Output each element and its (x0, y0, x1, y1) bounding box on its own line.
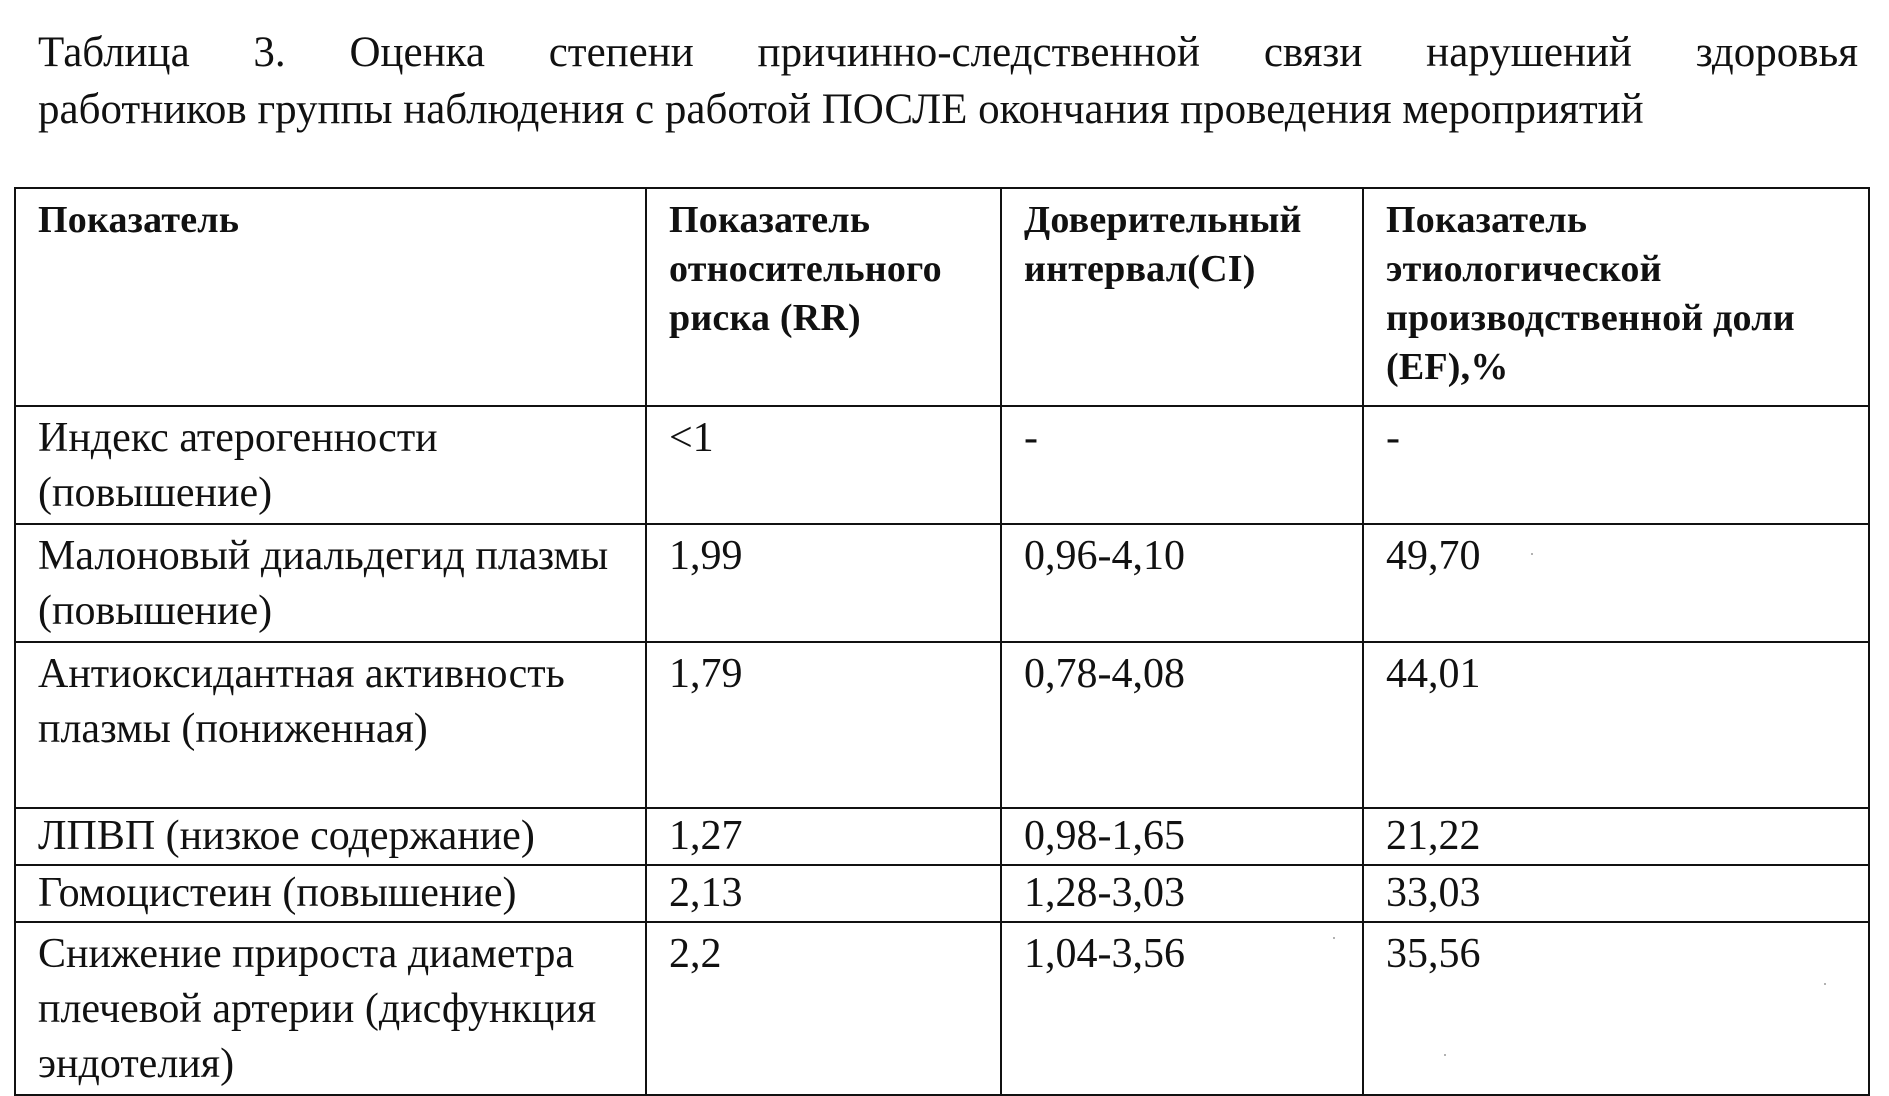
cell-ef: 35,56 (1363, 922, 1869, 1095)
cell-rr: <1 (646, 406, 1001, 524)
cell-ef: 44,01 (1363, 642, 1869, 808)
scan-speck (1444, 1054, 1446, 1056)
cell-ef: 33,03 (1363, 865, 1869, 922)
table-caption (38, 24, 1858, 138)
cell-rr: 2,2 (646, 922, 1001, 1095)
cell-rr: 1,99 (646, 524, 1001, 642)
cell-ci: 1,28-3,03 (1001, 865, 1363, 922)
scan-speck (1333, 937, 1335, 939)
cell-ci: 0,78-4,08 (1001, 642, 1363, 808)
cell-ci: 1,04-3,56 (1001, 922, 1363, 1095)
table-row (15, 865, 1869, 922)
table-row (15, 642, 1869, 808)
cell-ef: 49,70 (1363, 524, 1869, 642)
cell-indicator: Малоновый диальдегид плазмы (повышение) (15, 524, 646, 642)
cell-rr: 1,79 (646, 642, 1001, 808)
caption-line-1: Таблица 3. Оценка степени причинно-следственной связи нарушений здоровья (38, 29, 1858, 76)
cell-rr: 1,27 (646, 808, 1001, 865)
cell-ef: - (1363, 406, 1869, 524)
header-confidence-interval: Доверительный интервал(CI) (1001, 188, 1363, 406)
header-indicator: Показатель (15, 188, 646, 406)
cell-ci: - (1001, 406, 1363, 524)
scan-speck (1824, 983, 1826, 985)
header-etiological-fraction: Показатель этиологической производственной доли (EF),% (1363, 188, 1869, 406)
table-row (15, 524, 1869, 642)
cell-ci: 0,96-4,10 (1001, 524, 1363, 642)
cell-ef: 21,22 (1363, 808, 1869, 865)
cell-indicator: ЛПВП (низкое содержание) (15, 808, 646, 865)
table-row (15, 808, 1869, 865)
table-row (15, 922, 1869, 1095)
header-relative-risk: Показатель относительного риска (RR) (646, 188, 1001, 406)
cell-indicator: Индекс атерогенности (повышение) (15, 406, 646, 524)
cell-ci: 0,98-1,65 (1001, 808, 1363, 865)
scan-speck (1531, 553, 1533, 555)
table-header-row (15, 188, 1869, 406)
cell-indicator: Гомоцистеин (повышение) (15, 865, 646, 922)
table-row (15, 406, 1869, 524)
cell-rr: 2,13 (646, 865, 1001, 922)
cell-indicator: Снижение прироста диаметра плечевой артерии (дисфункция эндотелия) (15, 922, 646, 1095)
caption-line-2: работников группы наблюдения с работой ПОСЛЕ окончания проведения мероприятий (38, 86, 1644, 133)
cell-indicator: Антиоксидантная активность плазмы (пониженная) (15, 642, 646, 808)
risk-assessment-table (14, 187, 1870, 1096)
